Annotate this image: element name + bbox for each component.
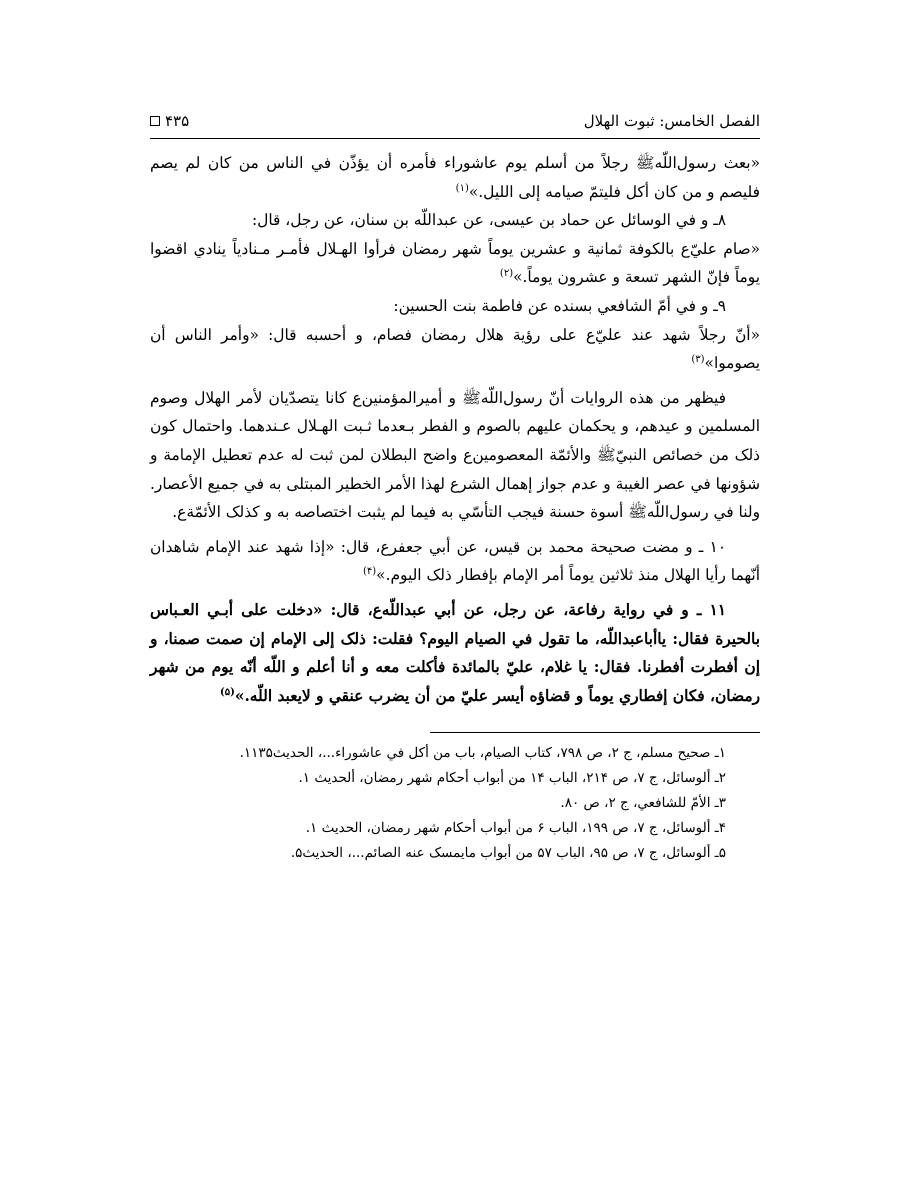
- footnote: ۲ـ ألوسائل، ج ۷، ص ۲۱۴، الباب ۱۴ من أبواب أحكام شهر رمضان، ألحديث ۱.: [298, 770, 726, 787]
- footnote: ۱ـ صحيح مسلم، ج ۲، ص ۷۹۸، كتاب الصيام، باب من أكل في عاشوراء...، الحديث۱۱۳۵.: [239, 745, 726, 762]
- book-page: [150, 108, 760, 866]
- chapter-title: الفصل الخامس: ثبوت الهلال: [583, 112, 760, 130]
- footnote-divider: [430, 732, 760, 733]
- square-icon: [150, 116, 160, 126]
- footnote: ۳ـ الأمّ للشافعي، ج ۲، ص ۸۰.: [560, 795, 726, 812]
- paragraph: ۸ـ و في الوسائل عن حماد بن عيسى، عن عبداللّه بن سنان، عن رجل، قال:: [251, 211, 726, 230]
- footnote: ۴ـ ألوسائل، ج ۷، ص ۱۹۹، الباب ۶ من أبواب أحكام شهر رمضان، الحديث ۱.: [305, 820, 726, 837]
- paragraph: «صام عليّ‌ع بالكوفة ثمانية و عشرين يوماً شهر رمضان فرأوا الهـلال فأمـر مـنادياً ينادي اقضوا يوماً فإنّ الشهر تسعة و عشرون يوماً.»$^{(۲)}$: [150, 239, 760, 287]
- page-number-block: [150, 112, 189, 130]
- footnotes: [150, 741, 760, 866]
- paragraph: «أنّ رجلاً شهد عند عليّ‌ع على رؤية هلال رمضان فصام، و أحسبه قال: «وأمر الناس أن يصوموا»$^{(۳)}$: [150, 325, 760, 373]
- page-number: ۴۳۵: [165, 112, 190, 130]
- paragraph: ۹ـ و في أمّ الشافعي بسنده عن فاطمة بنت الحسين:: [393, 296, 726, 315]
- footnote-ref: (۲): [499, 268, 514, 280]
- footnote-ref: (۱): [455, 182, 469, 194]
- main-text: [150, 149, 760, 710]
- running-header: [150, 108, 760, 139]
- paragraph: ۱۱ ـ و في رواية رفاعة، عن رجل، عن أبي عبداللّه‌ع، قال: «دخلت على أبـي العـباس بالحيرة فقال: ياأباعبداللّه، ما تقول في الصيام اليوم؟ فقلت: ذلک إلى الإمام إن صمت صمنا، و إن أفطرت أفطرنا. فقال: يا غلام، عليّ بالمائدة فأكلت معه و أنا أعلم و اللّه أنّه يوم من شهر رمضان، فكان إفطاري يوماً و قضاؤه أيسر عليّ من أن يضرب عنقي و لايعبد اللّه.»$^{(۵)}$: [150, 600, 760, 705]
- footnote-ref: (۳): [691, 354, 705, 366]
- paragraph: فيظهر من هذه الروايات أنّ رسول‌اللّه‌ﷺ و أميرالمؤمنين‌ع كانا يتصدّيان لأمر الهلال وصوم المسلمين و عيدهم، و يحكمان عليهم بالصوم و الفطر بـعدما ثـبت الهـلال عـندهما. واحتمال كون ذلک من خصائص النبيّ‌ﷺ والأئمّة المعصومين‌ع واضح البطلان لمن ثبت له عدم تعطيل الإمامة و شؤونها في عصر الغيبة و عدم جواز إهمال الشرع لهذا الأمر الخطير المبتلى به في جميع الأعصار. ولنا في رسول‌اللّه‌ﷺ أسوة حسنة فيجب التأسّي به فيما لم يثبت اختصاصه به و كذلک الأئمّة‌ع.: [150, 388, 760, 522]
- paragraph: «بعث رسول‌اللّه‌ﷺ رجلاً من أسلم يوم عاشوراء فأمره أن يؤذّن في الناس من كان لم يصم فليصم و من كان أكل فليتمّ صيامه إلى الليل.»$^{(۱)}$: [150, 154, 760, 201]
- footnote-ref: (۴): [362, 566, 377, 578]
- paragraph: ۱۰ ـ و مضت صحيحة محمد بن قيس، عن أبي جعفر‌ع، قال: «إذا شهد عند الإمام شاهدان أنّهما رأيا الهلال منذ ثلاثين يوماً أمر الإمام بإفطار ذلک اليوم.»$^{(۴)}$: [150, 537, 760, 585]
- footnote-ref: (۵): [219, 686, 235, 698]
- footnote: ۵ـ ألوسائل، ج ۷، ص ۹۵، الباب ۵۷ من أبواب مايمسک عنه الصائم...، الحديث۵.: [290, 845, 726, 862]
